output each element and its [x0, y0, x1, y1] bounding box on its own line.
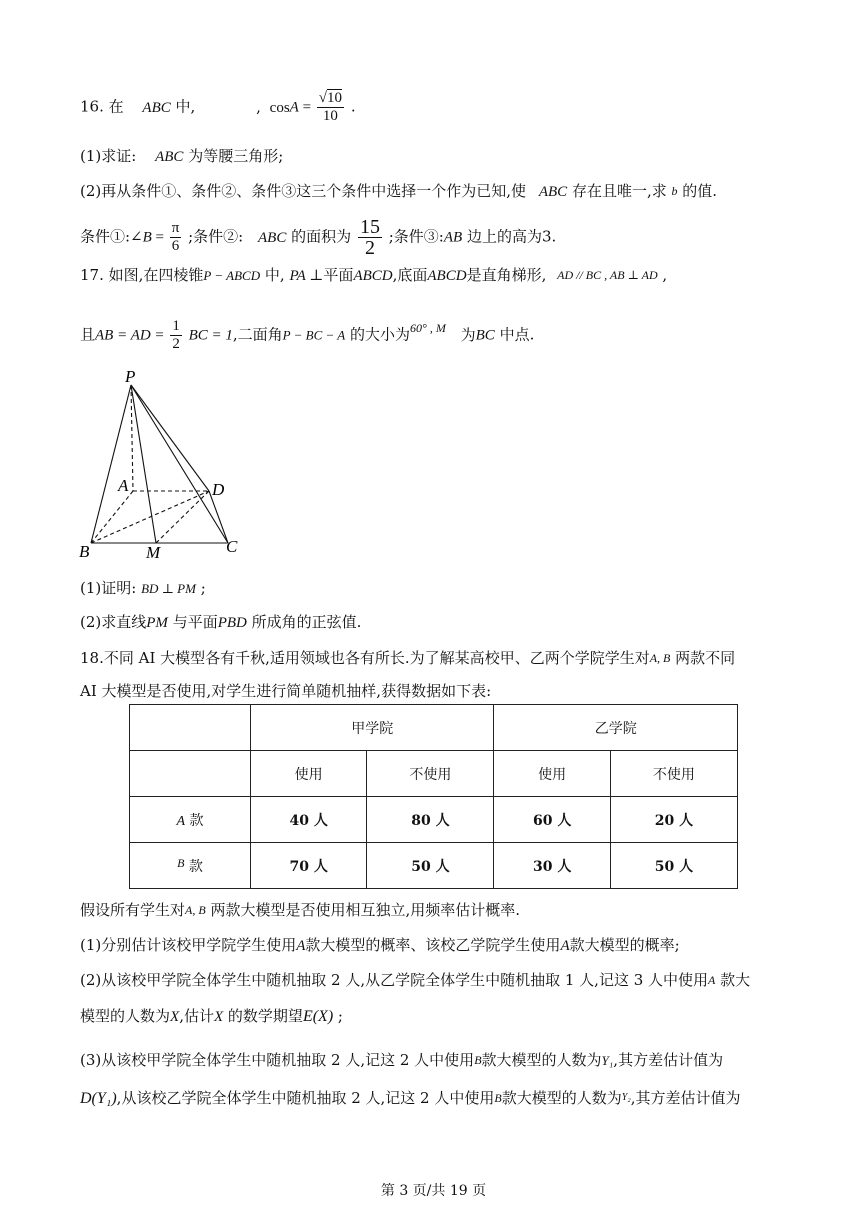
text: (1)求证: — [80, 147, 137, 165]
text: 两款大模型是否使用相互独立,用频率估计概率. — [210, 901, 521, 919]
var-b: B — [142, 229, 152, 246]
text: 平面 — [323, 266, 354, 284]
text: 与平面 — [172, 613, 218, 631]
table-header: 不使用 — [367, 751, 494, 797]
text: 条件①:∠ — [80, 227, 143, 246]
var-x: X — [213, 1009, 224, 1025]
relations: AD // BC , AB ⊥ AD — [557, 268, 658, 282]
text: 存在且唯一,求 — [571, 182, 667, 200]
text: 的值. — [682, 182, 718, 200]
text: ,从该校乙学院全体学生中随机抽取 2 人,记这 2 人中使用 — [116, 1089, 495, 1107]
denominator: 2 — [364, 237, 375, 259]
model-name: B — [177, 855, 185, 870]
models-ab: A, B — [649, 651, 671, 665]
table-header: 使用 — [251, 751, 367, 797]
table-row — [130, 843, 738, 889]
label-m: M — [146, 543, 161, 562]
text: ,其方差估计值为 — [613, 1051, 724, 1069]
table-cell: 20 人 — [610, 797, 737, 843]
eq: = — [298, 99, 315, 116]
triangle-abc: ABC — [142, 99, 171, 116]
text: 为等腰三角形; — [188, 147, 284, 165]
pyramid-name: P − ABCD — [203, 268, 261, 283]
segment-bc: BC — [475, 327, 495, 344]
triangle-abc: ABC — [155, 149, 184, 165]
eq: = — [151, 229, 168, 246]
plane-abcd: ABCD — [427, 268, 467, 284]
q16-part1 — [80, 146, 283, 167]
text: ,估计 — [179, 1007, 214, 1025]
label-a: A — [118, 476, 129, 495]
text: 款大模型的概率、该校乙学院学生使用 — [305, 936, 561, 954]
text: (1)分别估计该校甲学院学生使用 — [80, 936, 297, 954]
model-a: A — [708, 973, 716, 987]
table-cell: 70 人 — [251, 843, 367, 889]
table-cell — [130, 751, 251, 797]
text: 中, — [175, 97, 196, 116]
table-cell: 30 人 — [494, 843, 610, 889]
text: 款 — [188, 858, 203, 875]
numerator: 1 — [172, 318, 180, 334]
model-b: B — [494, 1091, 502, 1105]
text: 的面积为 — [291, 227, 352, 246]
expr: AB = AD = — [95, 327, 169, 344]
q16-part2 — [80, 181, 717, 202]
segment-ab: AB — [443, 229, 463, 246]
text: (3)从该校甲学院全体学生中随机抽取 2 人,记这 2 人中使用 — [80, 1051, 475, 1069]
q18-line1 — [80, 648, 735, 668]
table-cell — [130, 705, 251, 751]
page-footer: 第 3 页/共 19 页 — [380, 1183, 487, 1199]
table-row — [130, 751, 738, 797]
text: 中, — [264, 266, 285, 284]
var-y1: Y₁ — [601, 1053, 614, 1068]
q18-part2b — [80, 1006, 343, 1027]
q18-assumption — [80, 900, 520, 920]
q16-number: 16. 在 — [80, 97, 124, 116]
var-y2: Y₂ — [621, 1092, 631, 1103]
text: (1)证明: — [80, 579, 137, 597]
row-label — [130, 797, 251, 843]
text: . — [350, 97, 356, 116]
text: ; — [200, 579, 206, 597]
text: 假设所有学生对 — [80, 901, 186, 919]
text: ,其方差估计值为 — [630, 1089, 741, 1107]
text: (2)从该校甲学院全体学生中随机抽取 2 人,从乙学院全体学生中随机抽取 1 人,记这 3 人中使用 — [80, 971, 709, 989]
text: 款大模型的人数为 — [481, 1051, 602, 1069]
line-pm: PM — [146, 615, 168, 631]
q16-line1 — [80, 90, 356, 125]
q17-line1 — [80, 265, 667, 286]
edge-md — [156, 491, 209, 543]
q17-number: 17. 如图,在四棱锥 — [80, 266, 204, 284]
q17-part1 — [80, 578, 206, 599]
var-b: b — [671, 184, 678, 198]
text: , — [662, 266, 668, 284]
table-cell: 40 人 — [251, 797, 367, 843]
numerator: π — [171, 220, 180, 236]
text: 是直角梯形, — [466, 266, 547, 284]
dihedral-name: P − BC − A — [282, 327, 346, 343]
half-fraction — [170, 318, 182, 353]
text: 边上的高为3. — [466, 227, 557, 246]
table-cell: 60 人 — [494, 797, 610, 843]
q18-part3b — [80, 1088, 741, 1109]
table-header: 乙学院 — [494, 705, 738, 751]
text: 款大 — [720, 971, 751, 989]
q18-part3 — [80, 1050, 723, 1071]
pyramid-figure — [70, 365, 260, 565]
table-header: 使用 — [494, 751, 610, 797]
sqrt-arg: 10 — [327, 90, 343, 106]
edge-bd — [91, 491, 209, 543]
pa-perp: PA ⊥ — [289, 268, 324, 284]
text: ;条件②: — [188, 227, 244, 246]
text: 款大模型的概率; — [569, 936, 680, 954]
cos-func: cos — [269, 99, 290, 116]
table-cell: 80 人 — [367, 797, 494, 843]
text: ,底面 — [392, 266, 428, 284]
text: 的大小为 — [350, 325, 411, 344]
model-a: A — [560, 938, 570, 954]
expr: BD ⊥ PM — [141, 581, 196, 596]
q18-number: 18.不同 AI 大模型各有千秋,适用领域也各有所长.为了解某高校甲、乙两个学院学生对 — [80, 649, 650, 667]
text: 中点. — [499, 325, 535, 344]
cos-fraction: $\frac{√10}{10}$ — [318, 90, 343, 124]
label-b: B — [79, 542, 90, 561]
angle-value: 60° , M — [410, 321, 446, 335]
plane-abcd: ABCD — [353, 268, 393, 284]
q18-part1 — [80, 935, 680, 956]
q17-part2 — [80, 612, 361, 633]
label-d: D — [212, 480, 225, 499]
triangle-abc: ABC — [538, 184, 568, 200]
model-b: B — [474, 1053, 482, 1067]
text: ; — [337, 1007, 343, 1025]
label-p: P — [125, 367, 136, 386]
q17-line2 — [80, 318, 534, 353]
denominator: 10 — [322, 108, 338, 124]
pi-over-6 — [170, 220, 182, 255]
text: AI 大模型是否使用,对学生进行简单随机抽样,获得数据如下表: — [80, 682, 492, 700]
table-row — [130, 797, 738, 843]
table-row — [130, 705, 738, 751]
table-cell: 50 人 — [367, 843, 494, 889]
edge-pd — [131, 385, 209, 491]
denominator: 2 — [172, 336, 180, 352]
table-header: 甲学院 — [251, 705, 494, 751]
text: 模型的人数为 — [80, 1007, 171, 1025]
table-header: 不使用 — [610, 751, 737, 797]
text: (2)求直线 — [80, 613, 147, 631]
text: 款大模型的人数为 — [501, 1089, 622, 1107]
data-table — [129, 704, 738, 889]
q16-conditions — [80, 217, 556, 258]
text: , — [256, 97, 261, 116]
label-c: C — [226, 537, 238, 556]
q18-part2 — [80, 970, 750, 990]
text: 且 — [80, 325, 96, 344]
model-a: A — [296, 938, 306, 954]
variance: D(Y₁) — [80, 1090, 117, 1107]
text: 所成角的正弦值. — [251, 613, 362, 631]
edge-pb — [91, 385, 131, 543]
text: (2)再从条件①、条件②、条件③这三个条件中选择一个作为已知,使 — [80, 182, 527, 200]
var-a: A — [289, 99, 299, 116]
plane-pbd: PBD — [217, 615, 247, 631]
expr: BC = 1 — [188, 327, 233, 344]
area-fraction — [358, 217, 382, 258]
expectation: E(X) — [302, 1008, 334, 1025]
numerator: 15 — [359, 216, 380, 238]
edge-pa — [131, 385, 133, 491]
q18-line2 — [80, 681, 491, 701]
denominator: 6 — [171, 238, 180, 254]
triangle-abc: ABC — [258, 229, 287, 246]
text: ;条件③: — [388, 227, 444, 246]
text: 为 — [460, 325, 476, 344]
text: 两款不同 — [675, 649, 736, 667]
text: 款 — [189, 812, 204, 829]
text: 的数学期望 — [227, 1007, 303, 1025]
table-cell: 50 人 — [610, 843, 737, 889]
model-name: A — [176, 813, 186, 829]
models-ab: A, B — [185, 903, 206, 917]
var-x: X — [170, 1009, 180, 1025]
row-label — [130, 843, 251, 889]
text: ,二面角 — [232, 325, 283, 344]
